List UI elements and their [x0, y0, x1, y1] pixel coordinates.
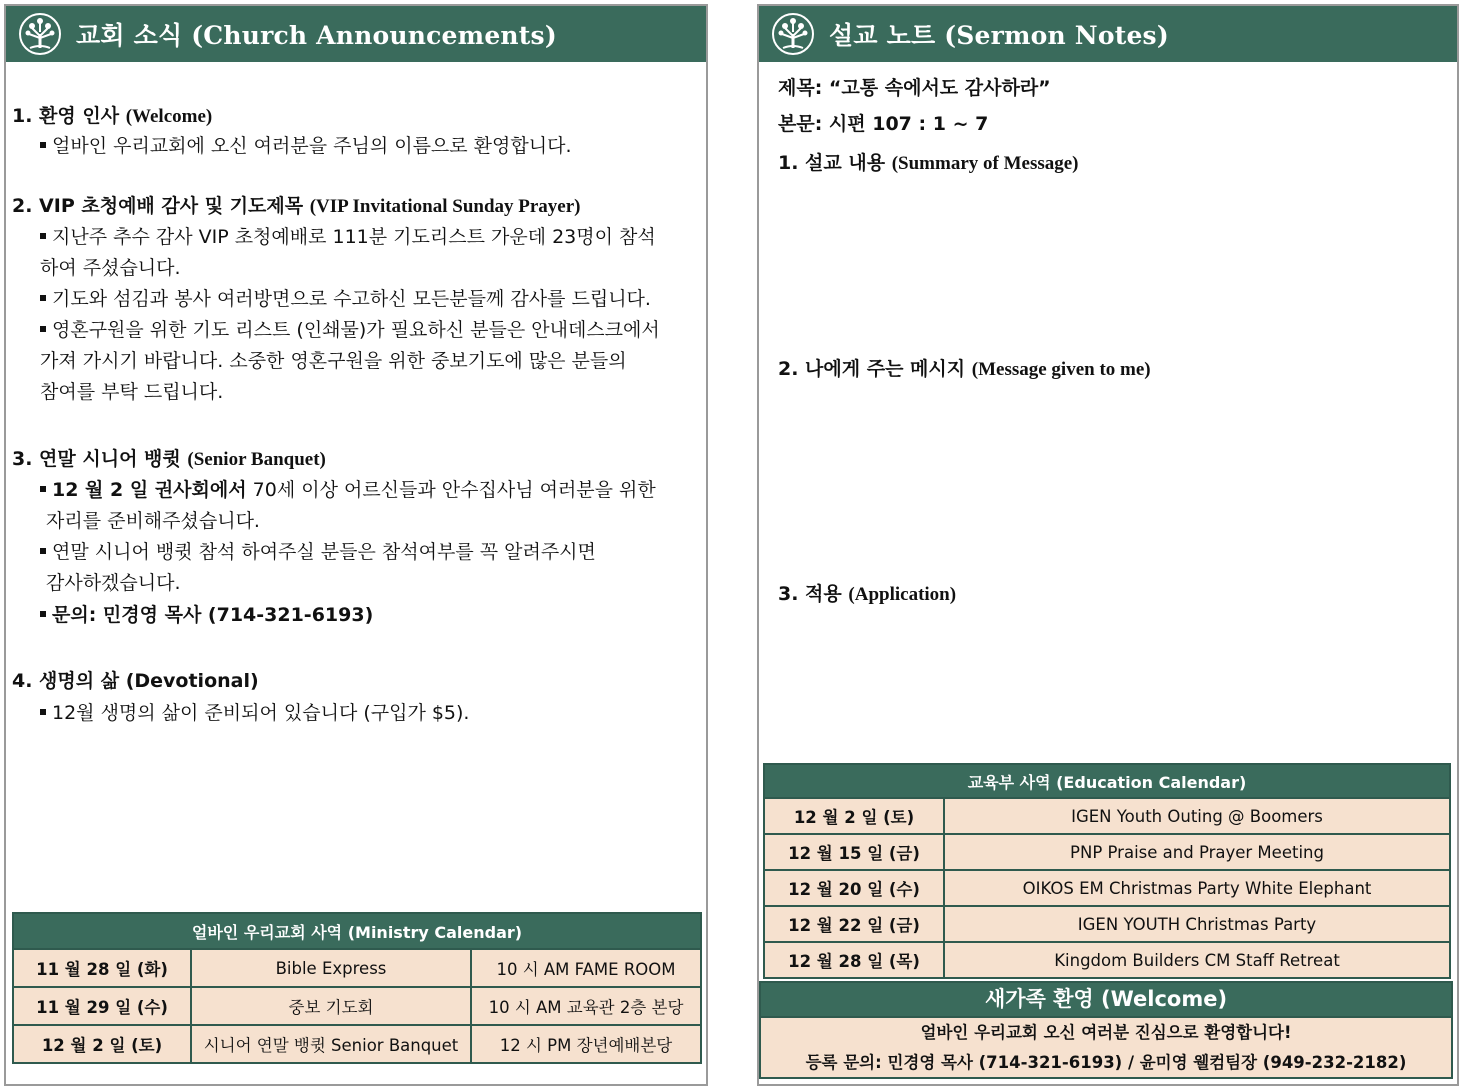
banquet-line: 연말 시니어 뱅큇 참석 하여주실 분들은 참석여부를 꼭 알려주시면: [40, 537, 596, 568]
sermon-application-title: 3. 적용 (Application): [778, 583, 957, 605]
sermon-scripture: 본문: 시편 107 : 1 ~ 7: [778, 113, 989, 135]
table-row: 12 월 2 일 (토) 시니어 연말 뱅큇 Senior Banquet 12 시 PM 장년예배본당: [13, 1025, 701, 1063]
tree-logo-icon: [18, 12, 62, 56]
bullet-icon: [40, 709, 46, 715]
table-row: 11 월 28 일 (화) Bible Express 10 시 AM FAME ROOM: [13, 949, 701, 987]
sermon-summary-title: 1. 설교 내용 (Summary of Message): [778, 152, 1079, 174]
table-row: 11 월 29 일 (수) 중보 기도회 10 시 AM 교육관 2층 본당: [13, 987, 701, 1025]
bullet-icon: [40, 548, 46, 554]
sermon-notes-panel: [757, 4, 1459, 1086]
banquet-line: 자리를 준비해주셨습니다.: [46, 510, 260, 532]
table-row: 12 월 15 일 (금) PNP Praise and Prayer Meeting: [764, 834, 1450, 870]
vip-line: 가져 가시기 바랍니다. 소중한 영혼구원을 위한 중보기도에 많은 분들의: [40, 350, 627, 372]
sermon-notes-title: 설교 노트 (Sermon Notes): [829, 21, 1169, 50]
education-calendar-table: [763, 763, 1451, 979]
vip-line: 영혼구원을 위한 기도 리스트 (인쇄물)가 필요하신 분들은 안내데스크에서: [40, 315, 660, 346]
sermon-title: 제목: “고통 속에서도 감사하라”: [778, 77, 1051, 99]
announcements-title: 교회 소식 (Church Announcements): [76, 21, 557, 50]
bullet-icon: [40, 142, 46, 148]
ministry-calendar-table: [12, 912, 702, 1064]
ministry-calendar-title: 얼바인 우리교회 사역 (Ministry Calendar): [13, 913, 701, 949]
sermon-notes-header: [759, 6, 1457, 62]
table-row: 12 월 28 일 (목) Kingdom Builders CM Staff Retreat: [764, 942, 1450, 978]
welcome-line: 얼바인 우리교회에 오신 여러분을 주님의 이름으로 환영합니다.: [40, 131, 571, 162]
sermon-message-title: 2. 나에게 주는 메시지 (Message given to me): [778, 358, 1151, 380]
bullet-icon: [40, 611, 46, 617]
section-vip-title: 2. VIP 초청예배 감사 및 기도제목 (VIP Invitational Sunday Prayer): [12, 195, 581, 217]
table-row: 12 월 2 일 (토) IGEN Youth Outing @ Boomers: [764, 798, 1450, 834]
devotional-line: 12월 생명의 삶이 준비되어 있습니다 (구입가 $5).: [40, 698, 469, 729]
banquet-line: 감사하겠습니다.: [46, 572, 181, 594]
section-devotional-title: 4. 생명의 삶 (Devotional): [12, 670, 259, 692]
new-family-welcome-title: 새가족 환영 (Welcome): [761, 983, 1451, 1018]
education-calendar-title: 교육부 사역 (Education Calendar): [764, 764, 1450, 798]
section-banquet-title: 3. 연말 시니어 뱅큇 (Senior Banquet): [12, 448, 326, 470]
bullet-icon: [40, 486, 46, 492]
bullet-icon: [40, 295, 46, 301]
new-family-registration-contact: 등록 문의: 민경영 목사 (714-321-6193) / 윤미영 웰컴팀장 (949-232-2182): [805, 1053, 1407, 1072]
banquet-line: 12 월 2 일 권사회에서 70세 이상 어르신들과 안수집사님 여러분을 위한: [40, 475, 656, 506]
new-family-welcome-message: 얼바인 우리교회 오신 여러분 진심으로 환영합니다!: [920, 1023, 1292, 1042]
table-row: 12 월 20 일 (수) OIKOS EM Christmas Party White Elephant: [764, 870, 1450, 906]
bullet-icon: [40, 326, 46, 332]
bullet-icon: [40, 233, 46, 239]
table-row: 12 월 22 일 (금) IGEN YOUTH Christmas Party: [764, 906, 1450, 942]
tree-logo-icon: [771, 12, 815, 56]
vip-line: 참여를 부탁 드립니다.: [40, 381, 224, 403]
new-family-welcome-box: [759, 981, 1453, 1079]
announcements-header: [6, 6, 706, 62]
vip-line: 기도와 섬김과 봉사 여러방면으로 수고하신 모든분들께 감사를 드립니다.: [40, 284, 651, 315]
banquet-contact: 문의: 민경영 목사 (714-321-6193): [40, 600, 373, 631]
section-welcome-title: 1. 환영 인사 (Welcome): [12, 105, 213, 127]
vip-line: 하여 주셨습니다.: [40, 257, 181, 279]
vip-line: 지난주 추수 감사 VIP 초청예배로 111분 기도리스트 가운데 23명이 참석: [40, 222, 656, 253]
announcements-panel: [4, 4, 708, 1086]
